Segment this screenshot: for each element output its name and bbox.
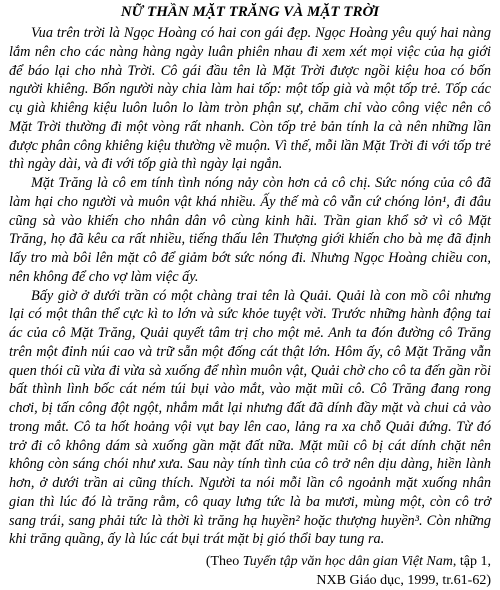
citation xyxy=(9,552,491,590)
citation-suffix: , tập 1, xyxy=(452,554,491,569)
citation-line-2: NXB Giáo dục, 1999, tr.61-62) xyxy=(316,573,491,588)
paragraph-3: Bấy giờ ở dưới trần có một chàng trai tên là Quải. Quải là con mồ côi nhưng lại có một thân thể cực kì to lớn và sức khỏe tuyệt vời. Trước những hành động tai ác của cô Mặt Trăng, Quải quyết tâm trị cho một mẻ. Anh ta đón đường cô Trăng trên một đỉnh núi cao và trữ sẵn một đống cát thật lớn. Hôm ấy, cô Mặt Trăng vẫn quen thói cũ vừa đi vừa sà xuống để nhìn muôn vật, Quải chờ cho cô ta đến gần rồi bất thình lình bốc cát ném túi bụi vào mắt, vào mặt mũi cô. Cô Trăng đang rong chơi, bị tấn công đột ngột, nhắm mắt lại nhưng đất đã dính đầy mặt và chui cả vào trong mắt. Cô ta hốt hoảng vội vụt bay lên cao, lảng ra xa chỗ Quải đứng. Từ đó trở đi cô không dám sà xuống gần mặt đất nữa. Mặt mũi cô bị cát dính chặt nên không còn sáng chói như xưa. Sau này tính tình của cô trở nên dịu dàng, hiền lành hơn, ở dưới trần ai cũng thích. Người ta nói mỗi lần cô ngoảnh mặt xuống nhân gian thì lúc đó là trăng rằm, cô quay lưng tức là ba mươi, mùng một, còn cô trở sang trái, sang phải tức là thời kì trăng hạ huyền² hoặc thượng huyền³. Còn những khi trăng quầng, ấy là lúc cát bụi trát mặt bị gió thổi bay tung ra. xyxy=(9,287,491,548)
citation-prefix: (Theo xyxy=(205,554,243,569)
paragraph-1: Vua trên trời là Ngọc Hoàng có hai con gái đẹp. Ngọc Hoàng yêu quý hai nàng lắm nên cho các nàng hàng ngày luân phiên nhau đi xem xét mọi việc của hạ giới để báo lại cho nhà Trời. Cô gái đầu tên là Mặt Trời được ngồi kiệu hoa có bốn người khiêng. Bốn người này chia làm hai tốp: một tốp già và một tốp trẻ. Tốp các cụ già khiêng kiệu luôn luôn lo làm tròn phận sự, chăm chỉ vào công việc nên cô Mặt Trời thường đi một vòng rất nhanh. Còn tốp trẻ bản tính la cà nên những lần được phân công khiêng kiệu thường về muộn. Vì thế, mỗi lần Mặt Trời đi với tốp trẻ thì ngày dài, và đi với tốp già thì ngày lại ngắn. xyxy=(9,25,491,173)
story-title: NỮ THẦN MẶT TRĂNG VÀ MẶT TRỜI xyxy=(120,4,380,20)
paragraph-2: Mặt Trăng là cô em tính tình nóng nảy còn hơn cả cô chị. Sức nóng của cô đã làm hại cho người và muôn vật khá nhiều. Ấy thế mà cô vẫn cứ chóng lỏn¹, đi đâu cũng sà vào khiến cho nhân dân vô cùng kinh hãi. Trần gian khổ sở vì cô Mặt Trăng, họ đã kêu ca rất nhiều, tiếng thấu lên Thượng giới khiến cho bà mẹ đã định lấy tro mà bôi lên mặt cô để giảm bớt sức nóng đi. Nhưng Ngọc Hoàng chiều con, nên không để cho vợ làm việc ấy. xyxy=(9,175,491,285)
citation-line-1 xyxy=(9,552,491,571)
citation-work: Tuyển tập văn học dân gian Việt Nam xyxy=(242,554,453,569)
